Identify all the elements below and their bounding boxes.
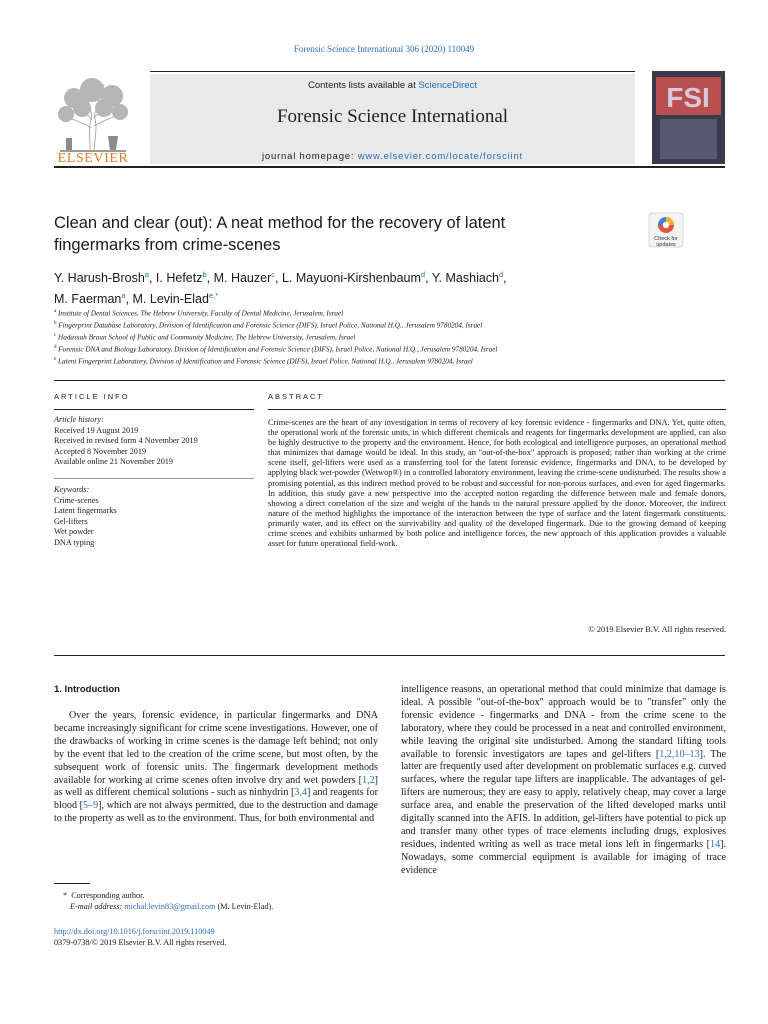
affiliation-text: Latent Fingerprint Laboratory, Division of Identification and Forensic Science (DIFS), Israel Police, National H.Q., Jerusalem 9780204, Israel <box>58 356 473 365</box>
section-divider <box>54 380 725 381</box>
keyword: Wet powder <box>54 527 94 537</box>
affiliation-text: Forensic DNA and Biology Laboratory, Division of Identification and Forensic Science (DIFS), Israel Police, National H.Q., Jerusalem 9780204, Israel <box>58 345 498 354</box>
affiliation <box>54 331 725 343</box>
check-for-updates-label <box>650 236 682 248</box>
crossmark-label-line2: updates <box>656 242 676 248</box>
author-name[interactable]: L. Mayuoni-Kirshenbaum <box>281 271 421 286</box>
body-text: intelligence reasons, an operational method that could minimize that damage is ideal. A possible "out-of-the-box" approach would be to "transfer" only the forensic evidence - fingermarks and DNA - from the crime scene to the laboratory, where they could be processed in a neat and controlled environment, while leaving the original site undisturbed. Among the standard lifting tools available to forensic investigators are tapes and gel-lifters [ <box>401 684 726 760</box>
affiliation-text: Hadassah Braun School of Public and Community Medicine, The Hebrew University, Jerusalem, Israel <box>58 333 356 342</box>
affiliation <box>54 319 725 331</box>
cover-title-text: FSI <box>666 82 710 113</box>
author-name[interactable]: M. Faerman <box>54 292 122 307</box>
article-title <box>54 212 634 256</box>
author-name[interactable]: Y. Harush-Brosh <box>54 271 145 286</box>
homepage-prefix: journal homepage: <box>262 151 358 162</box>
journal-masthead <box>150 74 635 164</box>
keyword: DNA typing <box>54 537 95 547</box>
abstract-text: Crime-scenes are the heart of any investigation in terms of recovery of key forensic evidence - fingermarks and DNA. Yet, quite often, the operational work of the forensic units, in which different chemicals and reagents for fingermarks development are applied, can also be highly destructive to the property and the environment. Hence, for both ecological and intelligence purposes, an operational method that minimizes that damage would be ideal. In this study, an "out-of-the-box" approach is proposed; rather than working at the crime scene itself, gel-lifters were used as a transferring tool for the latent forensic evidence, fingermarks and DNA, to be developed by applying black wet-powder (Wetwop®) in a controlled laboratory environment, leaving the crime-scene undisturbed. The results show a promising potential, as this indirect method proved to be robust and successful for non-porous surfaces, and even for aged fingermarks. In addition, this study gave a new perspective into the accepted notion regarding the difference between male and female donors, showing a direct correlation of the size and weight of the hands to the natural pressure applied by the donor. Moreover, the indirect nature of the method highlights the importance of the interaction between the type of surface and the latent fingermark constituents, primarily water, and its effect on the survivability and quality of the developed fingermark. Due to the growing demand of keeping crime scenes and exhibits unharmed by both police and intelligence forces, the new approach of this application provides a valuable asset for future operational field-work. <box>268 418 726 549</box>
contents-line <box>150 80 635 91</box>
article-info-rule <box>54 409 254 410</box>
author-name[interactable]: I. Hefetz <box>155 271 203 286</box>
affiliation <box>54 343 725 355</box>
intro-paragraph-left <box>54 710 378 826</box>
affiliation-text: Fingerprint Database Laboratory, Division of Identification and Forensic Science (DIFS), Israel Police, National H.Q., Jerusalem 9780204, Israel <box>58 321 483 330</box>
author-line-1 <box>54 266 654 287</box>
author-name[interactable]: M. Levin-Elad <box>132 292 209 307</box>
author-affil-mark[interactable]: d <box>499 270 504 279</box>
abstract-heading: ABSTRACT <box>268 392 325 401</box>
affiliation <box>54 355 725 367</box>
sciencedirect-link[interactable]: ScienceDirect <box>418 80 477 91</box>
body-text: ]. Nowadays, some commercial equipment is available for imaging of trace evidence <box>401 838 726 876</box>
citation-link[interactable]: 5–9 <box>83 800 99 812</box>
citation-link[interactable]: 3,4 <box>294 787 307 799</box>
author-affil-mark[interactable]: b <box>202 270 207 279</box>
author-name[interactable]: Y. Mashiach <box>431 271 499 286</box>
section-heading-introduction: 1. Introduction <box>54 684 120 695</box>
author-separator: , <box>206 271 214 286</box>
keywords-rule <box>54 478 254 479</box>
citation-link[interactable]: 1,2 <box>362 774 375 786</box>
keywords-label: Keywords: <box>54 485 90 494</box>
author-affil-mark[interactable]: e,* <box>208 291 219 301</box>
corresponding-text: Corresponding author. <box>71 891 145 900</box>
journal-cover-art <box>652 71 725 164</box>
masthead-bottom-rule <box>54 166 725 168</box>
masthead-top-rule <box>150 71 635 72</box>
keyword: Crime-scenes <box>54 495 99 505</box>
body-text: ], which are not always permitted, due to the destruction and damage to the property as well as to the environment. Thus, for both environmental and <box>54 800 378 825</box>
elsevier-wordmark: ELSEVIER <box>57 151 129 166</box>
body-text: Over the years, forensic evidence, in particular fingermarks and DNA became increasingly significant for crime scene investigations. However, one of the drawbacks of working in crime scenes is the damage left behind; not only by the event that led to the creation of the crime scene, but most often, by the subsequent work of forensic units. The fingermark development methods available for working at crime scenes often involve dry and wet powders [ <box>54 710 378 786</box>
affiliation-mark: a <box>54 309 57 314</box>
author-affil-mark[interactable]: c <box>271 270 275 279</box>
email-note <box>54 901 384 913</box>
history-item: Received 19 August 2019 <box>54 425 139 435</box>
article-info-heading: ARTICLE INFO <box>54 392 130 401</box>
author-separator: , <box>125 292 133 307</box>
history-label: Article history: <box>54 415 104 424</box>
email-name: (M. Levin-Elad). <box>215 902 274 911</box>
footnote-rule <box>54 883 90 884</box>
keyword: Gel-lifters <box>54 516 88 526</box>
keywords-list <box>54 485 254 549</box>
journal-name: Forensic Science International <box>276 106 509 127</box>
citation-link[interactable]: 14 <box>710 838 721 850</box>
body-divider <box>54 655 725 656</box>
contents-prefix: Contents lists available at <box>308 80 419 91</box>
journal-reference[interactable]: Forensic Science International 306 (2020) 110049 <box>293 44 475 54</box>
body-text: ]. The latter are frequently used after development on problematic surfaces e.g. curved surfaces, where the regular tape lifters are inapplicable. The advantages of gel-lifters are numerous; they are easy to apply, relatively cheap, may cover a large surface area, and enable the preservation of the lifted developed marks until digitally scanned into the AFIS. In addition, gel-lifters have potential to pick up and transfer many other types of trace elements including drugs, explosives residues, indented writing as well as trace metal ions left in fingermarks [ <box>401 748 726 850</box>
author-separator: , <box>503 271 507 286</box>
title-line-2: fingermarks from crime-scenes <box>54 236 281 254</box>
affiliation <box>54 307 725 319</box>
author-separator: , <box>275 271 282 286</box>
author-separator: , <box>425 271 432 286</box>
author-affil-mark[interactable]: a <box>144 270 149 279</box>
author-affil-mark[interactable]: d <box>420 270 426 279</box>
email-label: E-mail address: <box>70 902 125 911</box>
journal-homepage <box>150 151 635 162</box>
affiliation-mark: d <box>54 344 57 350</box>
affiliation-mark: e <box>54 356 57 362</box>
crossmark-label-line1: Check for <box>654 236 678 242</box>
citation-link[interactable]: 1,2,10–13 <box>659 748 700 760</box>
body-text: ] as well as different chemical solutions - such as ninhydrin [ <box>54 774 378 799</box>
history-item: Accepted 8 November 2019 <box>54 446 147 456</box>
intro-paragraph-right <box>401 684 726 878</box>
article-history <box>54 415 254 468</box>
body-text: ] and reagents for blood [ <box>54 787 379 812</box>
affiliation-text: Institute of Dental Sciences, The Hebrew University, Faculty of Dental Medicine, Jerusalem, Israel <box>58 309 344 318</box>
author-name[interactable]: M. Hauzer <box>213 271 272 286</box>
author-list <box>54 266 654 308</box>
title-line-1: Clean and clear (out): A neat method for the recovery of latent <box>54 214 506 232</box>
keyword: Latent fingermarks <box>54 506 117 516</box>
history-item: Available online 21 November 2019 <box>54 457 173 467</box>
email-link[interactable]: michal.levin83@gmail.com <box>124 902 216 911</box>
affiliation-mark: b <box>54 320 57 326</box>
abstract-rule <box>268 409 726 410</box>
abstract-copyright: © 2019 Elsevier B.V. All rights reserved. <box>588 625 726 634</box>
affiliation-list <box>54 307 725 366</box>
author-line-2 <box>54 287 654 308</box>
history-item: Received in revised form 4 November 2019 <box>54 436 198 446</box>
journal-cover-image[interactable] <box>652 71 725 164</box>
author-affil-mark[interactable]: a <box>121 291 126 301</box>
homepage-link[interactable]: www.elsevier.com/locate/forsciint <box>357 151 523 162</box>
issn-line: 0379-0738/© 2019 Elsevier B.V. All rights reserved. <box>54 938 227 947</box>
doi-line <box>54 926 384 938</box>
affiliation-mark: c <box>54 332 57 338</box>
doi-link[interactable]: http://dx.doi.org/10.1016/j.forsciint.2019.110049 <box>54 927 215 936</box>
footnote-asterisk: * <box>63 891 68 900</box>
corresponding-author-note <box>54 890 384 902</box>
author-separator: , <box>148 271 156 286</box>
